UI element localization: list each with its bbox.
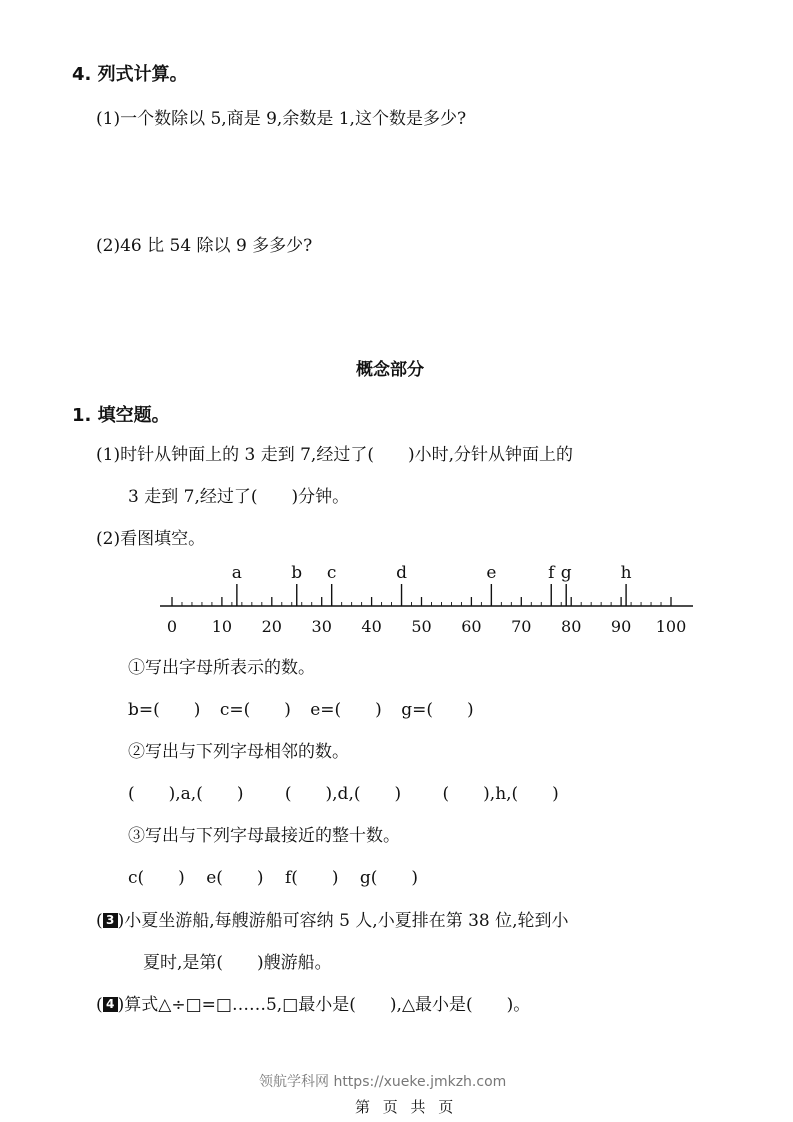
- tick-label: 30: [311, 617, 332, 636]
- marker-label-e: e: [486, 563, 497, 583]
- tick-label: 0: [166, 617, 178, 636]
- triangle-symbol: △: [158, 995, 172, 1015]
- sub-question-2-blanks: [128, 779, 559, 804]
- sub-question-2-title: ②写出与下列字母相邻的数。: [128, 742, 349, 762]
- question-number-badge: 3: [103, 913, 118, 928]
- marker-label-h: h: [620, 563, 632, 583]
- question-4-2: (2)46 比 54 除以 9 多多少?: [96, 236, 313, 256]
- sub-question-3-title: ③写出与下列字母最接近的整十数。: [128, 826, 400, 846]
- sub-question-3-blanks: [128, 863, 418, 888]
- tick-label: 20: [261, 617, 282, 636]
- blank-nearest-g: g( ): [359, 868, 419, 888]
- blank-b: b=( ): [128, 700, 201, 720]
- blank-around-d: ( ),d,( ): [284, 784, 402, 804]
- tick-label: 50: [411, 617, 432, 636]
- marker-label-c: c: [326, 563, 337, 583]
- fill-question-1-line-2: 3 走到 7,经过了( )分钟。: [128, 487, 350, 507]
- marker-label-a: a: [231, 563, 242, 583]
- square-symbol: □: [185, 995, 202, 1015]
- blank-nearest-e: e( ): [206, 868, 264, 888]
- marker-label-g: g: [560, 563, 572, 583]
- tick-label: 60: [461, 617, 482, 636]
- sub-question-1-blanks: [128, 695, 474, 720]
- blank-around-a: ( ),a,( ): [128, 784, 244, 804]
- blank-around-h: ( ),h,( ): [442, 784, 559, 804]
- number-line: [150, 555, 710, 640]
- blank-c: c=( ): [219, 700, 291, 720]
- page-footer: 第 页 共 页: [355, 1098, 458, 1116]
- tick-label: 80: [561, 617, 582, 636]
- tick-label: 90: [610, 617, 632, 636]
- concept-heading: 概念部分: [356, 360, 424, 380]
- marker-label-f: f: [548, 563, 555, 583]
- blank-nearest-f: f( ): [284, 868, 339, 888]
- blank-g: g=( ): [401, 700, 474, 720]
- sub-question-1-title: ①写出字母所表示的数。: [128, 658, 315, 678]
- watermark: 领航学科网 https://xueke.jmkzh.com: [259, 1074, 507, 1090]
- square-symbol: □: [282, 995, 299, 1015]
- fill-blank-title: 1. 填空题。: [72, 405, 170, 426]
- tick-label: 10: [211, 617, 233, 636]
- question-3-text: )小夏坐游船,每艘游船可容纳 5 人,小夏排在第 38 位,轮到小: [117, 911, 569, 931]
- marker-label-d: d: [396, 563, 407, 583]
- fill-question-1-line-1: (1)时针从钟面上的 3 走到 7,经过了( )小时,分针从钟面上的: [96, 445, 573, 465]
- fill-question-3-line-2: 夏时,是第( )艘游船。: [143, 953, 332, 973]
- tick-label: 40: [361, 617, 382, 636]
- blank-nearest-c: c( ): [128, 868, 185, 888]
- square-symbol: □: [215, 995, 232, 1015]
- question-4-1: (1)一个数除以 5,商是 9,余数是 1,这个数是多少?: [96, 109, 467, 129]
- question-number-badge: 4: [103, 997, 118, 1012]
- fill-question-2-title: (2)看图填空。: [96, 529, 206, 549]
- section-4-title: 4. 列式计算。: [72, 64, 188, 85]
- marker-label-b: b: [291, 563, 303, 583]
- fill-question-3-line-1: ( 3 )小夏坐游船,每艘游船可容纳 5 人,小夏排在第 38 位,轮到小: [96, 911, 569, 931]
- tick-label: 100: [655, 617, 687, 636]
- tick-label: 70: [511, 617, 532, 636]
- fill-question-4: ( 4 )算式△÷□=□……5,□最小是( ),△最小是( )。: [96, 995, 531, 1015]
- triangle-symbol: △: [401, 995, 416, 1015]
- blank-e: e=( ): [310, 700, 382, 720]
